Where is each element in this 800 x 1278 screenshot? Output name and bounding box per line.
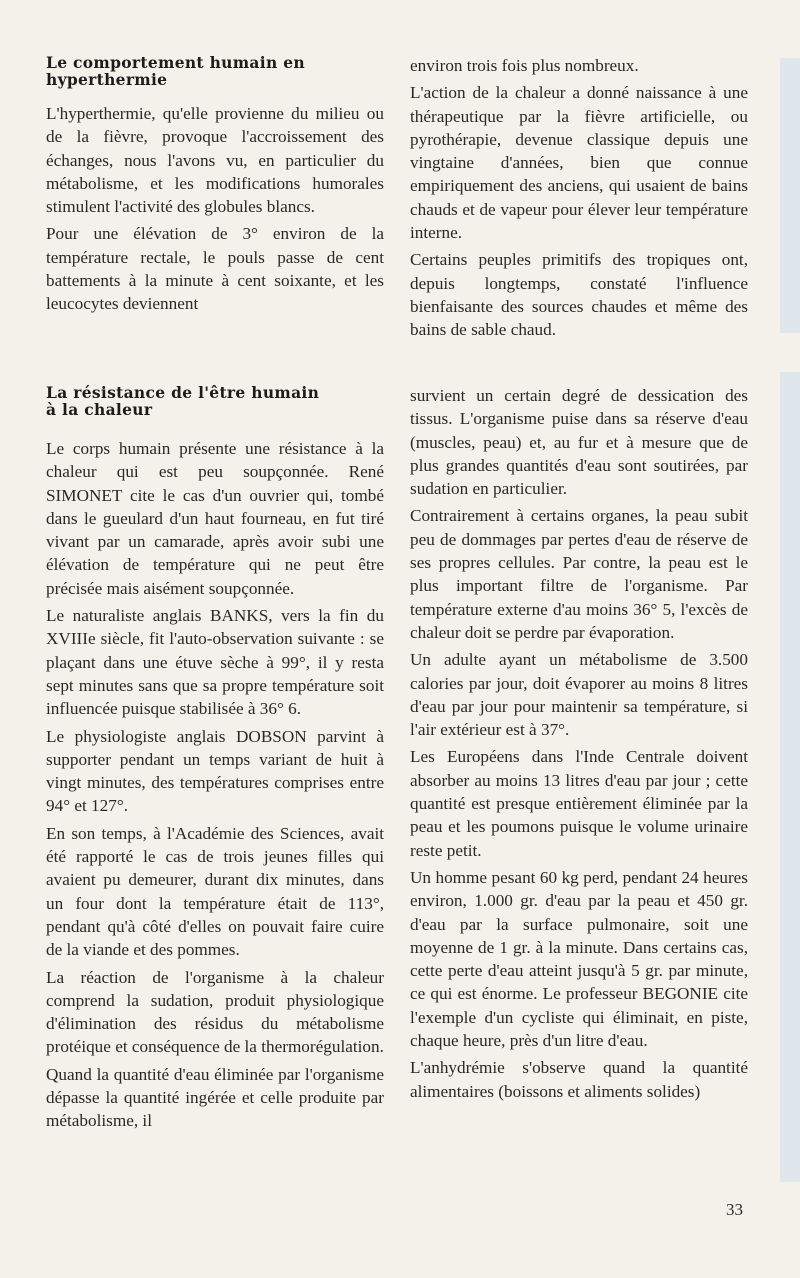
column-left-bottom [46,384,384,1137]
margin-tint [780,372,800,1182]
heading-line: à la chaleur [46,400,153,419]
paragraph: L'hyperthermie, qu'elle provienne du milieu ou de la fièvre, provoque l'accroissement des échanges, nous l'avons vu, en particulier du métabolisme, et les modifications humorales stimulent l'activité des globules blancs. [46,104,384,217]
column-right-top [410,54,748,346]
paragraph: Un homme pesant 60 kg perd, pendant 24 heures environ, 1.000 gr. d'eau par la peau et 450 gr. d'eau par la surface pulmonaire, soit une moyenne de 1 gr. à la minute. Dans certains cas, cette perte d'eau atteint jusqu'à 5 gr. par minute, ce qui est énorme. Le professeur BEGONIE cite l'exemple d'un cycliste qui éliminait, en piste, chaque heure, près d'un litre d'eau. [410,867,748,1051]
heading-line: La résistance de l'être humain [46,383,320,402]
margin-tint [780,58,800,333]
paragraph: La réaction de l'organisme à la chaleur comprend la sudation, produit physiologique d'élimination des résidus du métabolisme protéique et conséquence de la thermorégulation. [46,967,384,1057]
paragraph: Le physiologiste anglais DOBSON parvint à supporter pendant un temps variant de huit à vingt minutes, des températures comprises entre 94° et 127°. [46,726,384,816]
paragraph: Quand la quantité d'eau éliminée par l'organisme dépasse la quantité ingérée et celle produite par métabolisme, il [46,1064,384,1131]
column-left-top [46,54,384,320]
section-heading-resistance [46,384,384,418]
paragraph: Le corps humain présente une résistance à la chaleur qui est peu soupçonnée. René SIMONET cite le cas d'un ouvrier qui, tombé dans le gueulard d'un haut fourneau, en fut tiré vivant par un camarade, après avoir subi une élévation de température qui ne peut être précisée mais aisément soupçonnée. [46,439,384,598]
paragraph: survient un certain degré de dessication des tissus. L'organisme puise dans sa réserve d'eau (muscles, peau) et, au fur et à mesure que de plus grandes quantités d'eau sont soutirées, par sudation en particulier. [410,386,748,499]
paragraph: En son temps, à l'Académie des Sciences, avait été rapporté le cas de trois jeunes filles qui avaient pu demeurer, durant dix minutes, dans un four dont la température était de 113°, pendant qu'à côté d'elles on pouvait faire cuire de la viande et des pommes. [46,823,384,960]
paragraph: Les Européens dans l'Inde Centrale doivent absorber au moins 13 litres d'eau par jour ; cette quantité est presque entièrement éliminée par la peau et les poumons puisque le volume urinaire reste petit. [410,747,748,860]
paragraph: environ trois fois plus nombreux. [410,56,639,75]
paragraph: L'anhydrémie s'observe quand la quantité alimentaires (boissons et aliments solides) [410,1058,748,1101]
paragraph: Contrairement à certains organes, la peau subit peu de dommages par pertes d'eau de réserve de ses propres cellules. Par contre, la peau est le plus important filtre de l'organisme. Par température externe d'au moins 36° 5, l'excès de chaleur doit se perdre par évaporation. [410,506,748,642]
paragraph: L'action de la chaleur a donné naissance à une thérapeutique par la fièvre artificielle, ou pyrothérapie, devenue classique depuis une vingtaine d'années, bien que connue empiriquement des anciens, qui usaient de bains chauds et de vapeur pour élever leur température interne. [410,83,748,243]
paragraph: Certains peuples primitifs des tropiques ont, depuis longtemps, constaté l'influence bienfaisante des sources chaudes et même des bains de sable chaud. [410,250,748,340]
section-heading-hyperthermie [46,54,384,88]
heading-line: Le comportement humain en [46,53,305,72]
paragraph: Le naturaliste anglais BANKS, vers la fin du XVIIIe siècle, fit l'auto-observation suivante : se plaçant dans une étuve sèche à 99°, il y resta sept minutes sans que sa propre température soit influencée puisque stabilisée à 36° 6. [46,606,384,719]
paragraph: Pour une élévation de 3° environ de la température rectale, le pouls passe de cent battements à la minute à cent soixante, et les leucocytes deviennent [46,224,384,314]
column-right-bottom [410,384,748,1107]
page-number: 33 [726,1200,743,1219]
paragraph: Un adulte ayant un métabolisme de 3.500 calories par jour, doit évaporer au moins 8 litres d'eau par jour pour maintenir sa température, si l'air extérieur est à 37°. [410,650,748,740]
heading-line: hyperthermie [46,70,168,89]
